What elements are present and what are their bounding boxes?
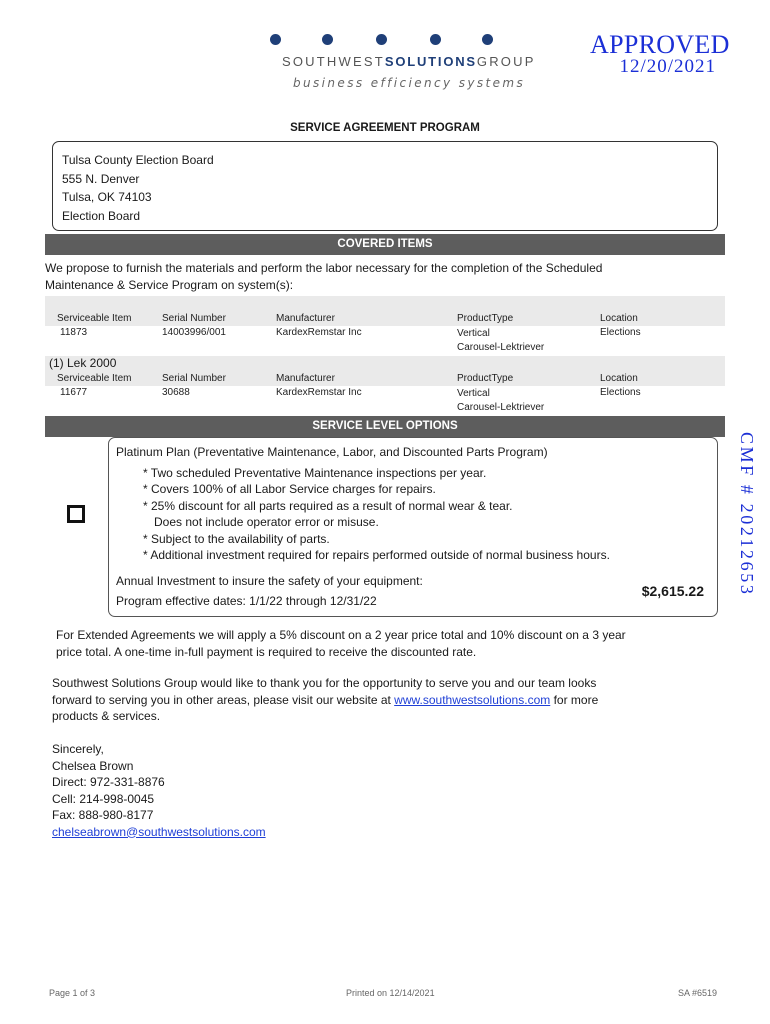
cmf-number-stamp: CMF # 20212653 (737, 432, 757, 597)
customer-name: Tulsa County Election Board (62, 153, 214, 167)
plan-bullet: * Subject to the availability of parts. (143, 532, 330, 546)
plan-bullet: Does not include operator error or misuse. (154, 515, 379, 529)
email-link[interactable]: chelseabrown@southwestsolutions.com (52, 824, 266, 839)
system-2-product-type-line2: Carousel-Lektriever (457, 402, 545, 413)
customer-address-box (52, 141, 718, 231)
col-manufacturer: Manufacturer (276, 313, 335, 324)
col-product-type: ProductType (457, 313, 514, 324)
annual-investment-label: Annual Investment to insure the safety of your equipment: (116, 574, 423, 588)
col-product-type: ProductType (457, 373, 514, 384)
system-2-location: Elections (600, 387, 641, 398)
system-2-serial-number: 30688 (162, 387, 190, 398)
approved-stamp-date: 12/20/2021 (619, 56, 716, 77)
footer-page-number: Page 1 of 3 (49, 988, 96, 998)
col-serial-number: Serial Number (162, 313, 226, 324)
system-1-location: Elections (600, 327, 641, 338)
col-serviceable-item: Serviceable Item (57, 313, 132, 324)
platinum-plan-checkbox[interactable] (67, 505, 85, 523)
footer-printed-date: Printed on 12/14/2021 (346, 988, 435, 998)
covered-items-header: COVERED ITEMS (45, 234, 725, 255)
plan-bullet: * Covers 100% of all Labor Service charges for repairs. (143, 482, 436, 496)
col-location: Location (600, 373, 638, 384)
website-link[interactable]: www.southwestsolutions.com (394, 692, 551, 707)
company-tagline: business efficiency systems (293, 76, 526, 90)
plan-bullet: * Two scheduled Preventative Maintenance inspections per year. (143, 466, 487, 480)
cell-phone: Cell: 214-998-0045 (52, 791, 155, 806)
closing-paragraph: Southwest Solutions Group would like to thank you for the opportunity to serve you and our team looks forward to serving you in other areas, please visit our website at www.southwestsolutions.com for more products & services. (52, 676, 599, 723)
customer-department: Election Board (62, 209, 141, 224)
signer-name: Chelsea Brown (52, 758, 134, 773)
customer-street: 555 N. Denver (62, 171, 140, 186)
plan-bullet: * 25% discount for all parts required as a result of normal wear & tear. (143, 499, 513, 513)
col-manufacturer: Manufacturer (276, 373, 335, 384)
company-logo-dots (270, 34, 495, 48)
program-effective-dates: Program effective dates: 1/1/22 through 12/31/22 (116, 594, 377, 608)
col-location: Location (600, 313, 638, 324)
service-level-header: SERVICE LEVEL OPTIONS (45, 416, 725, 437)
signature-block (52, 741, 266, 840)
system-1-serviceable-item: 11873 (60, 327, 88, 338)
system-2-serviceable-item: 11677 (60, 387, 88, 398)
col-serviceable-item: Serviceable Item (57, 373, 132, 384)
footer-sa-number: SA #6519 (678, 988, 718, 998)
system-1-manufacturer: KardexRemstar Inc (276, 327, 362, 338)
system-2-manufacturer: KardexRemstar Inc (276, 387, 362, 398)
system-2-product-type: Vertical (457, 388, 490, 399)
system-1-serial-number: 14003996/001 (162, 327, 226, 338)
plan-price: $2,615.22 (641, 583, 704, 599)
covered-items-intro: We propose to furnish the materials and perform the labor necessary for the completion of the Scheduled Maintenance & Service Program on system(s): (45, 261, 603, 292)
plan-title: Platinum Plan (Preventative Maintenance, Labor, and Discounted Parts Program) (116, 445, 548, 459)
col-serial-number: Serial Number (162, 373, 226, 384)
system-1-product-type: Vertical (457, 328, 490, 339)
company-logo-text: SOUTHWESTSOLUTIONSGROUP (282, 54, 536, 69)
approved-stamp: APPROVED (590, 30, 730, 59)
system-1-product-type-line2: Carousel-Lektriever (457, 342, 545, 353)
customer-city: Tulsa, OK 74103 (62, 190, 152, 205)
system-2-label: (1) Lek 2000 (49, 356, 117, 370)
extended-agreement-note: For Extended Agreements we will apply a 5% discount on a 2 year price total and 10% discount on a 3 year price total. A one-time in-full payment is required to receive the discounted rate. (56, 628, 626, 659)
salutation: Sincerely, (52, 742, 104, 756)
document-title: SERVICE AGREEMENT PROGRAM (290, 122, 480, 134)
fax-number: Fax: 888-980-8177 (52, 808, 154, 822)
plan-bullet: * Additional investment required for repairs performed outside of normal business hours. (143, 548, 610, 562)
direct-phone: Direct: 972-331-8876 (52, 775, 165, 789)
